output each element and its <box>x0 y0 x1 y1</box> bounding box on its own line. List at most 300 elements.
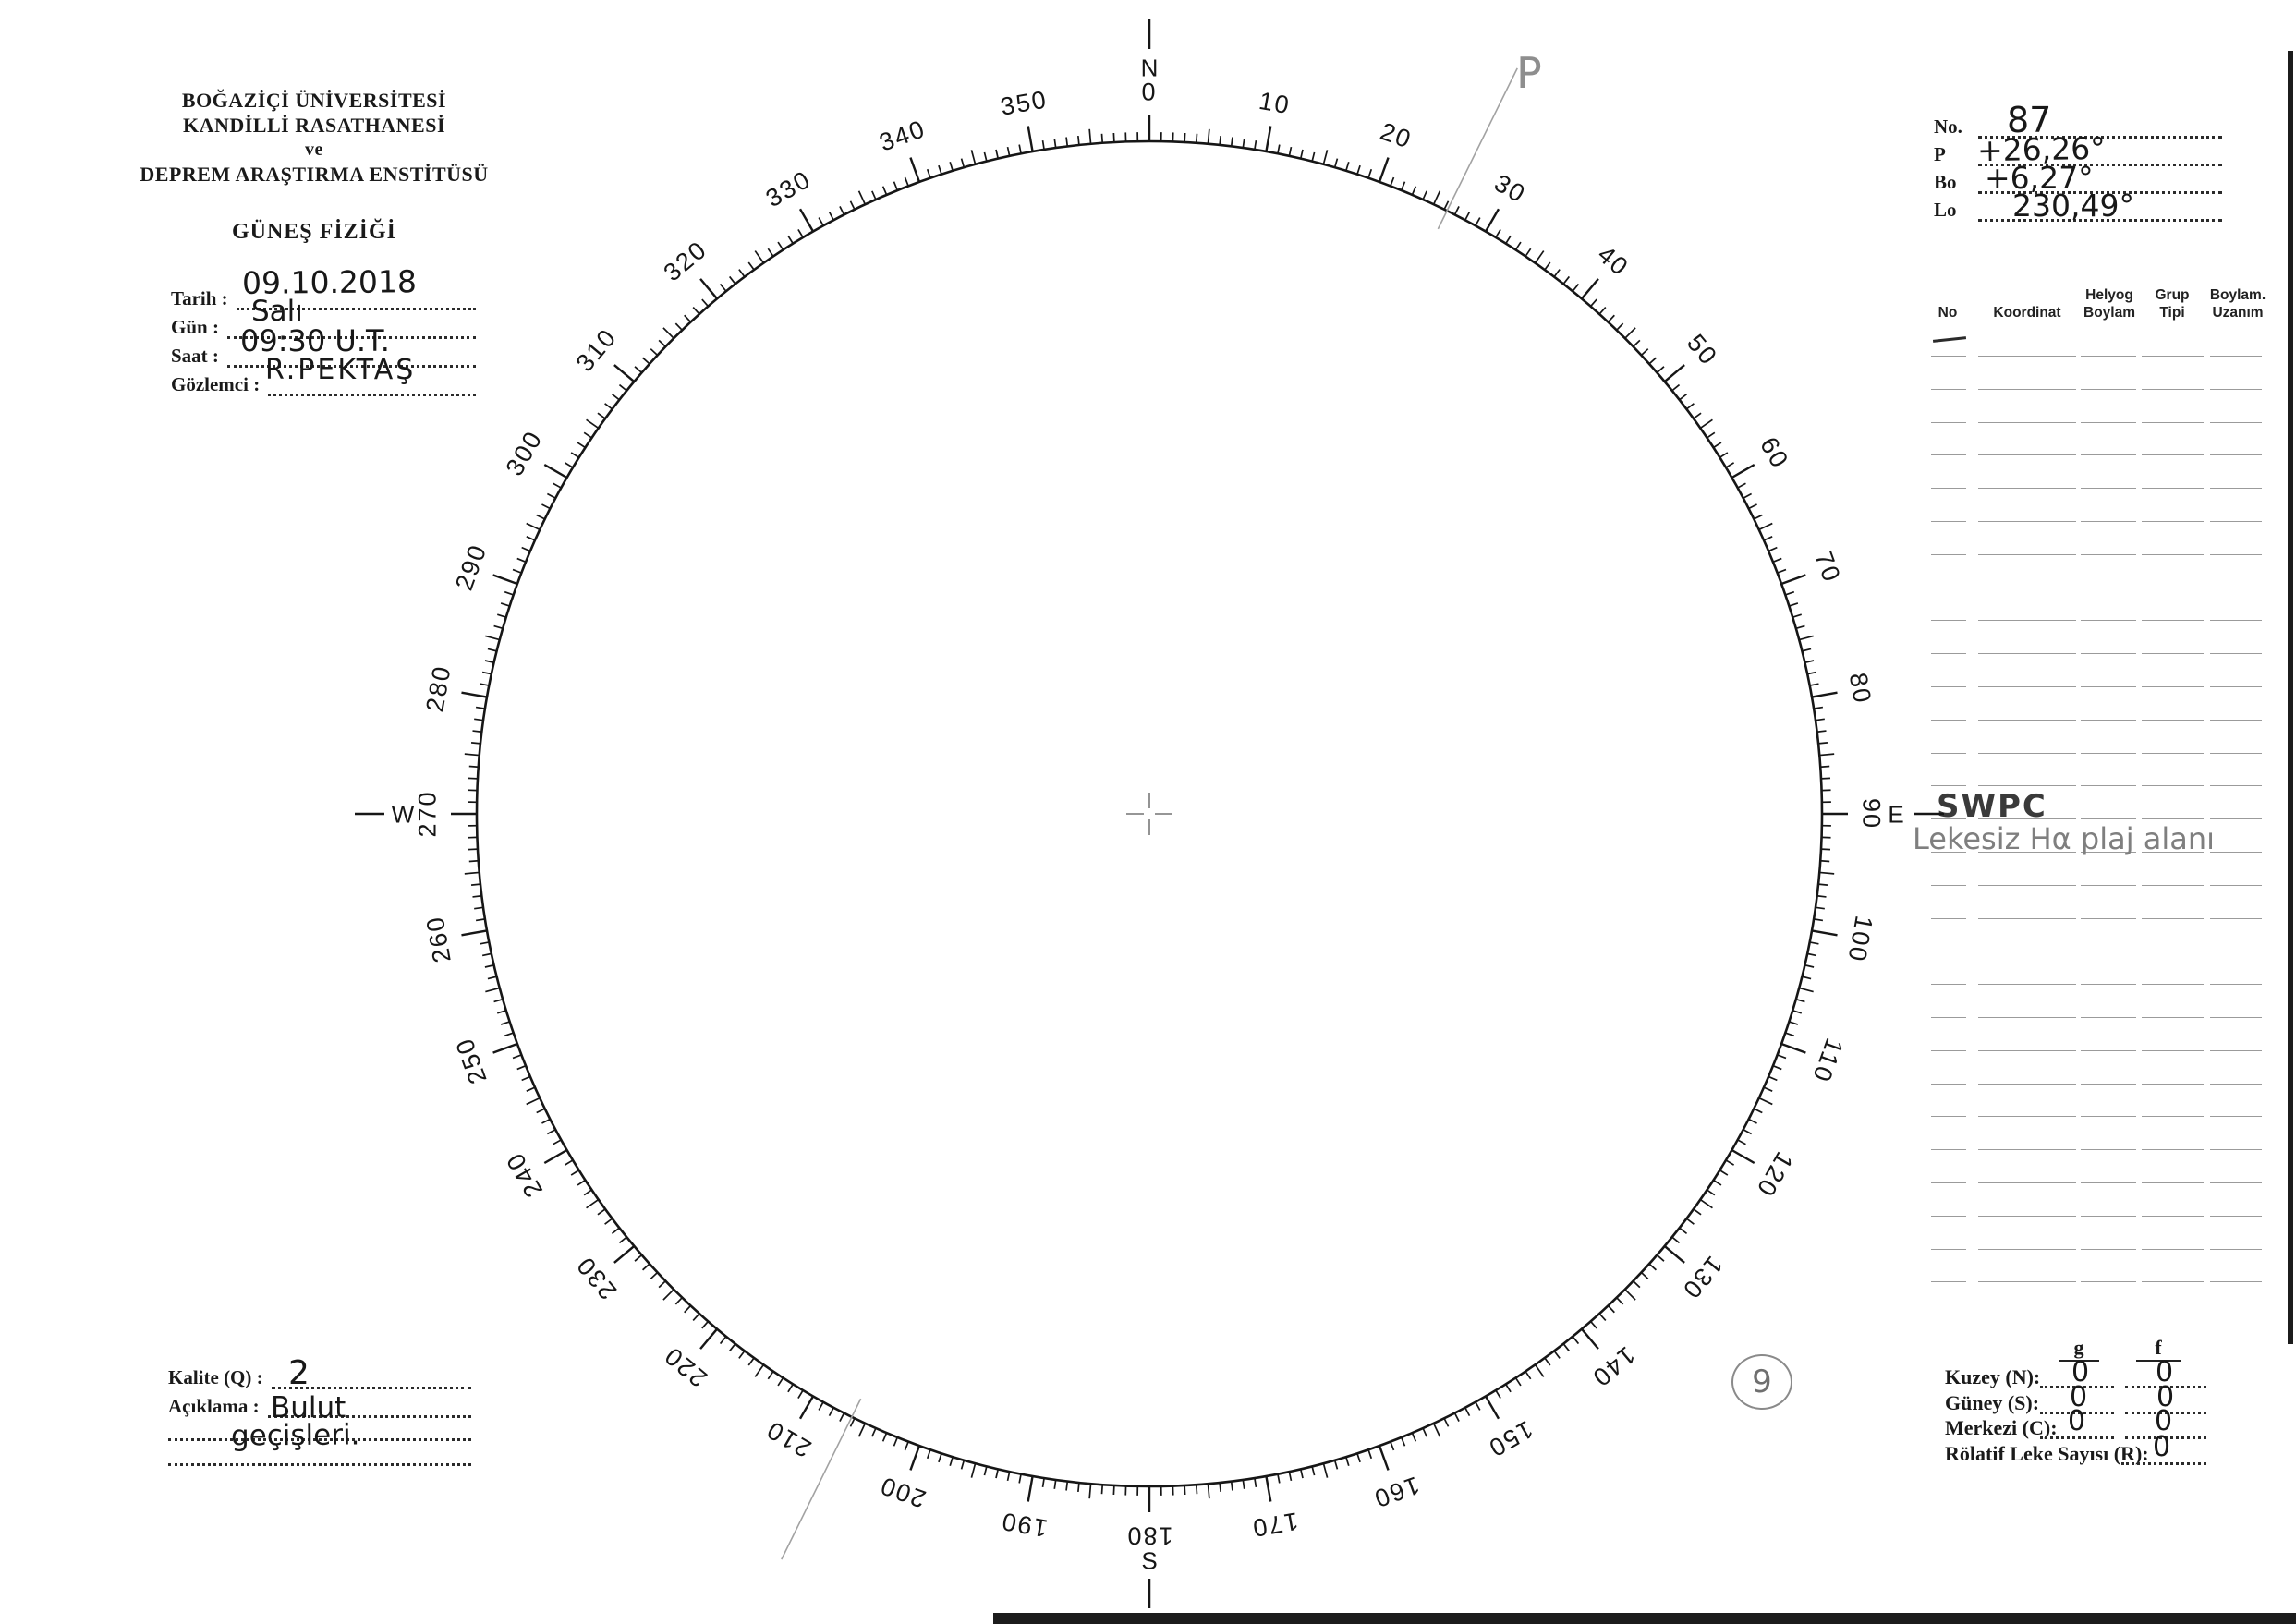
degree-tick <box>872 191 876 200</box>
degree-tick <box>939 165 941 175</box>
degree-tick <box>1686 404 1694 409</box>
degree-tick <box>605 1218 613 1224</box>
gozlemci-value: R.PEKTAŞ <box>265 354 417 386</box>
degree-tick <box>527 537 535 540</box>
degree-tick <box>1357 1453 1360 1462</box>
degree-tick <box>485 988 499 991</box>
degree-tick <box>468 778 478 779</box>
degree-tick <box>1608 315 1614 321</box>
degree-tick <box>1749 1120 1757 1124</box>
degree-tick <box>1816 719 1825 720</box>
degree-tick <box>928 1449 930 1458</box>
solar-limb-circle <box>477 141 1822 1486</box>
degree-tick <box>1423 1428 1427 1436</box>
degree-tick <box>748 1358 754 1365</box>
merkezi-g-value: 0 <box>2068 1405 2086 1437</box>
degree-tick <box>1714 1180 1721 1184</box>
degree-tick <box>768 248 773 256</box>
degree-tick <box>996 1469 998 1478</box>
scan-edge-bottom <box>993 1613 2296 1624</box>
degree-tick <box>527 1098 541 1105</box>
degree-tick <box>1289 1472 1291 1481</box>
degree-tick <box>1743 494 1752 499</box>
degree-tick <box>1054 139 1055 148</box>
degree-tick <box>577 1180 585 1184</box>
institution-line4: DEPREM ARAŞTIRMA ENSTİTÜSÜ <box>140 163 489 186</box>
degree-tick <box>1486 209 1499 231</box>
degree-tick <box>1819 754 1834 755</box>
degree-label: 70 <box>1809 547 1847 587</box>
department-title: GÜNEŞ FİZİĞİ <box>231 220 397 244</box>
degree-tick <box>482 673 492 674</box>
degree-tick <box>1804 965 1814 967</box>
compass-label-W: W <box>391 800 415 829</box>
degree-tick <box>480 684 490 685</box>
degree-tick <box>497 1011 506 1013</box>
degree-tick <box>675 1298 682 1304</box>
degree-tick <box>1773 559 1781 563</box>
degree-tick <box>1536 1364 1544 1376</box>
degree-tick <box>859 1424 866 1437</box>
degree-tick <box>619 1237 626 1242</box>
degree-tick <box>488 976 497 978</box>
degree-tick <box>800 209 813 231</box>
degree-tick <box>693 1314 699 1320</box>
swpc-annotation: SWPC <box>1937 788 2047 825</box>
degree-tick <box>522 1076 530 1080</box>
degree-label: 280 <box>420 662 456 715</box>
degree-tick <box>1792 1011 1802 1013</box>
degree-tick <box>962 1460 965 1470</box>
guney-label: Güney (S): <box>1945 1391 2040 1414</box>
degree-tick <box>1346 1457 1349 1466</box>
degree-tick <box>1759 1098 1773 1105</box>
degree-tick <box>474 907 483 908</box>
degree-tick <box>1649 358 1656 364</box>
degree-tick <box>730 276 735 284</box>
degree-tick <box>553 1140 562 1145</box>
degree-tick <box>571 453 578 457</box>
degree-tick <box>1814 708 1823 709</box>
degree-tick <box>685 1305 691 1312</box>
bo-value: +6,27° <box>1985 160 2094 196</box>
degree-tick <box>1423 191 1427 200</box>
degree-tick <box>1634 1281 1640 1288</box>
degree-tick <box>1266 126 1270 151</box>
degree-tick <box>675 323 682 330</box>
degree-tick <box>1807 673 1816 674</box>
aciklama-label: Açıklama : <box>168 1395 264 1417</box>
degree-tick <box>1019 1474 1021 1484</box>
gozlemci-label: Gözlemci : <box>171 373 265 395</box>
degree-tick <box>1312 152 1314 162</box>
degree-tick <box>1591 299 1597 307</box>
degree-label: 260 <box>420 913 456 965</box>
degree-label: 270 <box>413 790 442 838</box>
degree-tick <box>547 494 555 499</box>
degree-tick <box>501 1022 510 1024</box>
degree-tick <box>635 1255 642 1262</box>
degree-tick <box>480 942 490 944</box>
degree-tick <box>984 152 986 162</box>
degree-tick <box>1368 1449 1371 1458</box>
degree-tick <box>1078 1483 1079 1492</box>
degree-tick <box>497 614 506 617</box>
degree-tick <box>798 1390 803 1399</box>
kuzey-g-value: 0 <box>2071 1356 2090 1388</box>
degree-tick <box>1391 1442 1394 1450</box>
degree-tick <box>1455 1413 1460 1422</box>
degree-tick <box>905 177 909 186</box>
degree-tick <box>1731 1150 1754 1163</box>
degree-tick <box>1641 349 1647 356</box>
degree-tick <box>663 1290 674 1300</box>
header-helyog-line2: Boylam <box>2083 305 2135 321</box>
degree-tick <box>950 1457 953 1466</box>
aciklama-value2: geçişleri. <box>230 1418 360 1453</box>
degree-tick <box>527 524 541 530</box>
degree-tick <box>859 191 866 205</box>
degree-tick <box>1608 1305 1614 1312</box>
degree-label: 100 <box>1842 913 1878 965</box>
degree-tick <box>830 212 834 220</box>
header-grup-line2: Tipi <box>2159 305 2185 321</box>
degree-tick <box>1545 262 1550 270</box>
degree-tick <box>1054 1480 1055 1489</box>
degree-tick <box>1810 684 1819 685</box>
degree-tick <box>1764 537 1772 540</box>
degree-tick <box>1781 575 1805 584</box>
degree-tick <box>830 1408 834 1416</box>
degree-tick <box>1819 872 1834 873</box>
degree-tick <box>1754 515 1762 518</box>
degree-tick <box>1591 1321 1597 1328</box>
degree-tick <box>1486 1396 1499 1418</box>
degree-tick <box>1719 1170 1727 1175</box>
count-col-g: g <box>2059 1336 2099 1362</box>
degree-tick <box>1506 236 1511 243</box>
compass-label-N: N <box>1140 54 1159 82</box>
degree-tick <box>544 1150 566 1163</box>
degree-tick <box>788 236 793 243</box>
degree-tick <box>619 385 626 391</box>
tarih-value: 09.10.2018 <box>241 263 418 301</box>
degree-tick <box>1821 778 1830 779</box>
degree-label: 310 <box>570 322 623 378</box>
degree-tick <box>1599 1314 1606 1320</box>
degree-tick <box>883 187 887 195</box>
degree-tick <box>910 1446 919 1470</box>
degree-tick <box>1814 919 1823 921</box>
degree-tick <box>485 965 494 967</box>
degree-tick <box>748 262 754 270</box>
degree-tick <box>1821 849 1830 850</box>
degree-tick <box>635 367 642 373</box>
degree-tick <box>1764 1087 1772 1091</box>
degree-tick <box>1278 145 1280 154</box>
no-value: 87 <box>2007 100 2052 140</box>
degree-tick <box>469 861 479 862</box>
degree-label: 230 <box>570 1250 623 1305</box>
degree-label: 110 <box>1806 1035 1849 1087</box>
degree-tick <box>739 1351 745 1358</box>
compass-label-E: E <box>1888 800 1904 829</box>
degree-tick <box>1680 394 1687 400</box>
degree-tick <box>577 442 585 447</box>
degree-tick <box>1455 206 1460 214</box>
degree-tick <box>1649 1264 1656 1270</box>
degree-label: 200 <box>875 1471 929 1513</box>
institution-line1: BOĞAZİÇİ ÜNİVERSİTESİ <box>181 89 447 112</box>
degree-tick <box>659 1281 665 1288</box>
p-marker-line <box>1438 68 1517 229</box>
degree-tick <box>1412 187 1415 195</box>
degree-tick <box>1802 648 1811 650</box>
degree-tick <box>1184 1485 1185 1495</box>
degree-tick <box>1641 1272 1647 1279</box>
degree-tick <box>612 394 619 400</box>
degree-tick <box>883 1433 887 1441</box>
degree-tick <box>1113 133 1114 142</box>
degree-tick <box>1573 1337 1578 1344</box>
degree-tick <box>910 158 919 182</box>
saat-value: 09:30 U.T. <box>240 323 390 358</box>
degree-tick <box>1731 465 1754 478</box>
degree-tick <box>1719 453 1727 457</box>
degree-tick <box>474 719 483 720</box>
degree-tick <box>1019 145 1021 154</box>
degree-tick <box>1043 1478 1045 1487</box>
degree-tick <box>663 328 674 338</box>
degree-tick <box>1582 1329 1598 1349</box>
degree-tick <box>605 404 613 409</box>
degree-tick <box>700 279 717 298</box>
aciklama-line3-rule <box>168 1463 471 1466</box>
degree-tick <box>1672 385 1680 391</box>
degree-tick <box>471 743 480 744</box>
degree-tick <box>541 504 550 509</box>
degree-tick <box>1617 323 1623 330</box>
degree-tick <box>1278 1474 1280 1484</box>
degree-label: 60 <box>1755 432 1795 474</box>
degree-tick <box>643 358 650 364</box>
degree-tick <box>778 242 783 249</box>
degree-tick <box>537 515 545 518</box>
degree-tick <box>1665 365 1684 382</box>
degree-tick <box>1102 1485 1103 1494</box>
degree-tick <box>1617 1298 1623 1304</box>
degree-tick <box>614 1246 634 1263</box>
degree-tick <box>547 1130 555 1134</box>
degree-tick <box>1434 1424 1440 1437</box>
degree-tick <box>1802 976 1811 978</box>
degree-tick <box>768 1372 773 1379</box>
degree-tick <box>1738 1140 1746 1145</box>
degree-tick <box>1066 1482 1067 1491</box>
guney-f-value: 0 <box>2156 1381 2175 1413</box>
degree-tick <box>1634 340 1640 346</box>
degree-tick <box>1778 1055 1786 1059</box>
degree-tick <box>465 754 480 755</box>
aciklama-value1: Bulut <box>271 1391 346 1424</box>
degree-tick <box>553 483 562 488</box>
degree-tick <box>905 1442 909 1450</box>
degree-tick <box>693 308 699 314</box>
degree-label: 160 <box>1369 1471 1424 1513</box>
degree-tick <box>650 1272 657 1279</box>
degree-tick <box>1444 1418 1448 1426</box>
header-boylam-line2: Uzanım <box>2212 305 2264 321</box>
degree-tick <box>788 1384 793 1391</box>
degree-tick <box>950 162 953 171</box>
degree-tick <box>485 661 494 662</box>
degree-tick <box>1102 134 1103 143</box>
degree-tick <box>996 150 998 159</box>
degree-tick <box>1807 953 1816 955</box>
degree-label: 330 <box>760 164 816 213</box>
degree-tick <box>476 919 485 921</box>
p-label: P <box>1934 143 1946 165</box>
degree-tick <box>702 299 709 307</box>
degree-tick <box>962 159 965 168</box>
degree-tick <box>1554 270 1560 277</box>
degree-tick <box>1816 907 1825 908</box>
degree-tick <box>468 849 478 850</box>
degree-tick <box>537 1109 545 1112</box>
degree-tick <box>721 1337 726 1344</box>
degree-tick <box>1749 504 1757 509</box>
degree-tick <box>1515 242 1520 249</box>
degree-label: 190 <box>998 1507 1051 1543</box>
degree-tick <box>700 1329 717 1349</box>
degree-tick <box>1335 1460 1338 1470</box>
degree-tick <box>541 1120 550 1124</box>
degree-tick <box>517 1066 526 1070</box>
degree-tick <box>1754 1109 1762 1112</box>
degree-tick <box>612 1228 619 1233</box>
degree-tick <box>544 465 566 478</box>
degree-tick <box>1335 159 1338 168</box>
header-koordinat-text: Koordinat <box>1993 305 2061 321</box>
degree-tick <box>1573 284 1578 291</box>
degree-tick <box>1804 661 1814 662</box>
degree-tick <box>1066 138 1067 147</box>
degree-tick <box>1323 1463 1327 1477</box>
degree-tick <box>685 315 691 321</box>
degree-label: 220 <box>658 1340 713 1393</box>
degree-tick <box>894 1437 898 1446</box>
degree-tick <box>1707 1190 1715 1195</box>
degree-label: 300 <box>500 425 549 480</box>
degree-tick <box>1113 1485 1114 1495</box>
degree-tick <box>501 603 510 606</box>
degree-tick <box>461 930 487 935</box>
degree-tick <box>1812 930 1838 935</box>
rolatif-value: 0 <box>2153 1431 2171 1463</box>
degree-tick <box>1796 626 1805 629</box>
degree-tick <box>1781 1044 1805 1053</box>
degree-tick <box>1810 942 1819 944</box>
degree-label: 210 <box>760 1414 816 1463</box>
degree-tick <box>1694 413 1701 418</box>
degree-tick <box>571 1170 578 1175</box>
degree-tick <box>494 626 504 629</box>
bo-label: Bo <box>1934 171 1957 193</box>
degree-tick <box>872 1428 876 1436</box>
degree-tick <box>1232 138 1233 147</box>
degree-tick <box>1563 1344 1569 1351</box>
degree-tick <box>471 884 480 885</box>
degree-tick <box>1726 1160 1734 1165</box>
degree-tick <box>1796 1000 1805 1002</box>
tarih-label: Tarih : <box>171 287 233 309</box>
degree-tick <box>1789 1022 1798 1024</box>
compass-label-S: S <box>1141 1546 1158 1575</box>
degree-label: 180 <box>1125 1521 1173 1550</box>
degree-tick <box>1625 328 1635 338</box>
degree-tick <box>1289 147 1291 156</box>
degree-tick <box>1525 1372 1531 1379</box>
degree-tick <box>1379 158 1389 182</box>
degree-tick <box>527 1087 535 1091</box>
degree-tick <box>1759 524 1773 530</box>
degree-tick <box>702 1321 709 1328</box>
degree-label: 90 <box>1857 797 1886 830</box>
degree-tick <box>1346 162 1349 171</box>
kuzey-f-value: 0 <box>2156 1356 2174 1388</box>
degree-tick <box>1563 276 1569 284</box>
degree-tick <box>1220 136 1221 145</box>
degree-tick <box>1078 136 1079 145</box>
degree-tick <box>819 218 823 226</box>
degree-tick <box>598 413 605 418</box>
degree-tick <box>1402 1437 1405 1446</box>
degree-tick <box>1789 603 1798 606</box>
degree-tick <box>565 463 573 467</box>
count-col-f: f <box>2136 1336 2181 1362</box>
degree-tick <box>1301 1469 1303 1478</box>
page-number-circle <box>1731 1354 1792 1410</box>
degree-tick <box>800 1396 813 1418</box>
degree-tick <box>485 636 499 639</box>
degree-tick <box>1785 592 1793 595</box>
degree-tick <box>1672 1237 1680 1242</box>
degree-tick <box>1043 140 1045 150</box>
degree-tick <box>1525 248 1531 256</box>
degree-tick <box>473 731 482 732</box>
degree-tick <box>504 592 513 595</box>
degree-tick <box>513 570 521 574</box>
degree-tick <box>493 1044 517 1053</box>
degree-tick <box>1818 743 1828 744</box>
degree-tick <box>939 1453 941 1462</box>
degree-tick <box>476 708 485 709</box>
degree-label: 250 <box>450 1034 492 1088</box>
degree-tick <box>1323 150 1327 164</box>
degree-tick <box>1817 896 1827 897</box>
degree-tick <box>1768 548 1777 551</box>
kuzey-label: Kuzey (N): <box>1945 1365 2041 1388</box>
degree-tick <box>1089 129 1090 144</box>
degree-tick <box>1465 1408 1470 1416</box>
header-no-text: No <box>1938 305 1958 321</box>
degree-tick <box>1545 1358 1550 1365</box>
degree-tick <box>1089 1484 1090 1498</box>
degree-tick <box>1773 1066 1781 1070</box>
degree-tick <box>1434 191 1440 205</box>
degree-tick <box>1820 861 1829 862</box>
degree-tick <box>650 349 657 356</box>
